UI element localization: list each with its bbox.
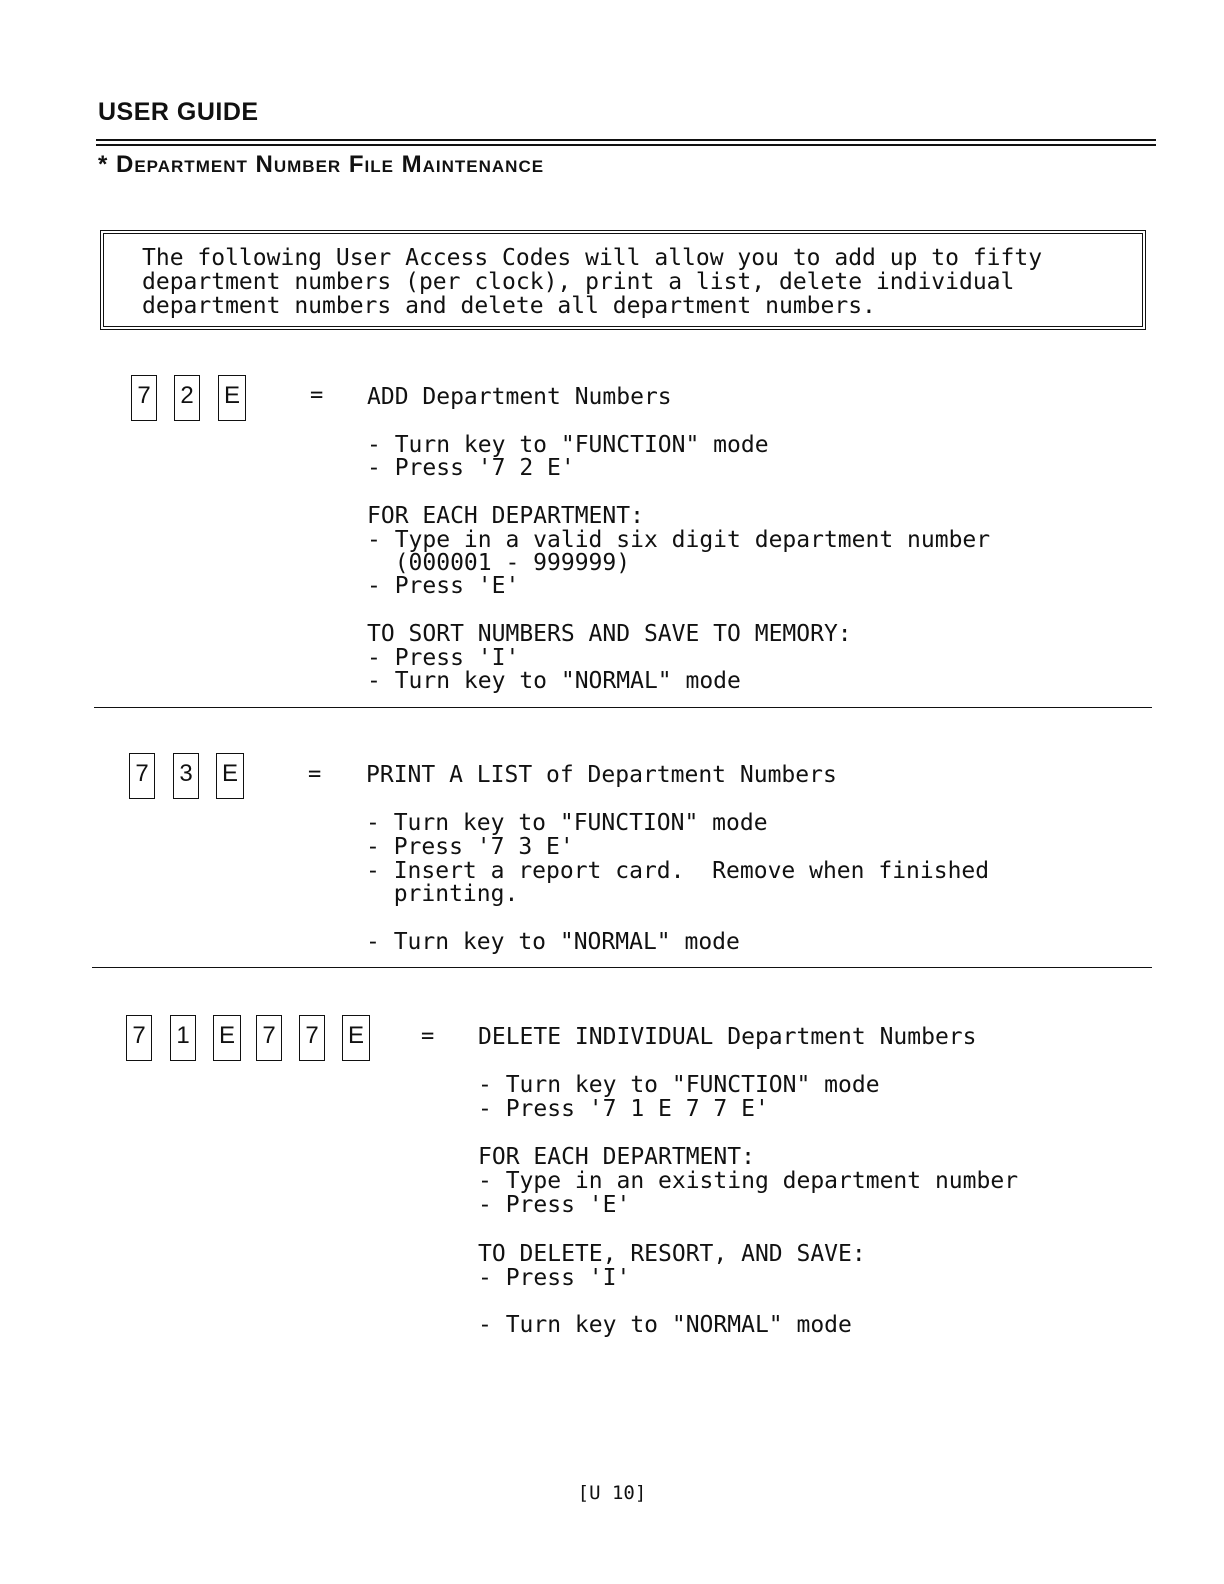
step-line: - Type in an existing department number [478, 1168, 1019, 1194]
key-7: 7 [256, 1015, 282, 1061]
step-line: - Turn key to "FUNCTION" mode [366, 810, 768, 836]
step-line: - Press '7 3 E' [366, 834, 574, 860]
step-line: - Press 'E' [367, 573, 520, 599]
command-title: ADD Department Numbers [367, 384, 672, 410]
document-title: USER GUIDE [98, 98, 259, 126]
intro-line: The following User Access Codes will allow you to add up to fifty [142, 245, 1043, 271]
equals-sign: = [310, 383, 324, 408]
step-heading: FOR EACH DEPARTMENT: [367, 503, 644, 529]
intro-line: department numbers (per clock), print a list, delete individual [142, 269, 1015, 295]
step-line: - Press '7 1 E 7 7 E' [478, 1096, 769, 1122]
step-line: - Type in a valid six digit department number [367, 527, 991, 553]
key-e: E [213, 1015, 241, 1061]
section-divider [92, 967, 1152, 968]
step-line: - Insert a report card. Remove when finished [366, 858, 990, 884]
key-1: 1 [170, 1015, 196, 1061]
section-heading: * Department Number File Maintenance [98, 151, 545, 178]
step-line: - Turn key to "NORMAL" mode [366, 929, 740, 955]
command-title: DELETE INDIVIDUAL Department Numbers [478, 1024, 977, 1050]
page-number: [U 10] [577, 1482, 647, 1504]
key-7: 7 [126, 1015, 152, 1061]
section-divider [94, 707, 1152, 708]
key-e: E [342, 1015, 370, 1061]
step-line: - Turn key to "FUNCTION" mode [367, 432, 769, 458]
step-line: - Press 'E' [478, 1192, 631, 1218]
key-3: 3 [173, 753, 199, 799]
step-line: printing. [366, 881, 519, 907]
step-line: - Press 'I' [367, 645, 520, 671]
equals-sign: = [308, 762, 322, 787]
title-rule-top [96, 139, 1156, 141]
key-7: 7 [299, 1015, 325, 1061]
key-7: 7 [131, 375, 157, 421]
title-rule-bottom [96, 144, 1156, 146]
step-line: - Press 'I' [478, 1265, 631, 1291]
step-line: - Turn key to "NORMAL" mode [367, 668, 741, 694]
step-line: - Turn key to "NORMAL" mode [478, 1312, 852, 1338]
step-line: (000001 - 999999) [367, 550, 631, 576]
step-heading: FOR EACH DEPARTMENT: [478, 1144, 755, 1170]
intro-box [100, 230, 1146, 330]
step-line: - Turn key to "FUNCTION" mode [478, 1072, 880, 1098]
key-e: E [216, 753, 244, 799]
key-e: E [218, 375, 246, 421]
step-heading: TO DELETE, RESORT, AND SAVE: [478, 1241, 866, 1267]
intro-line: department numbers and delete all department numbers. [142, 293, 876, 319]
intro-text [142, 246, 1132, 318]
step-line: - Press '7 2 E' [367, 455, 575, 481]
step-heading: TO SORT NUMBERS AND SAVE TO MEMORY: [367, 621, 852, 647]
key-2: 2 [174, 375, 200, 421]
key-7: 7 [129, 753, 155, 799]
command-title: PRINT A LIST of Department Numbers [366, 762, 837, 788]
equals-sign: = [421, 1024, 435, 1049]
